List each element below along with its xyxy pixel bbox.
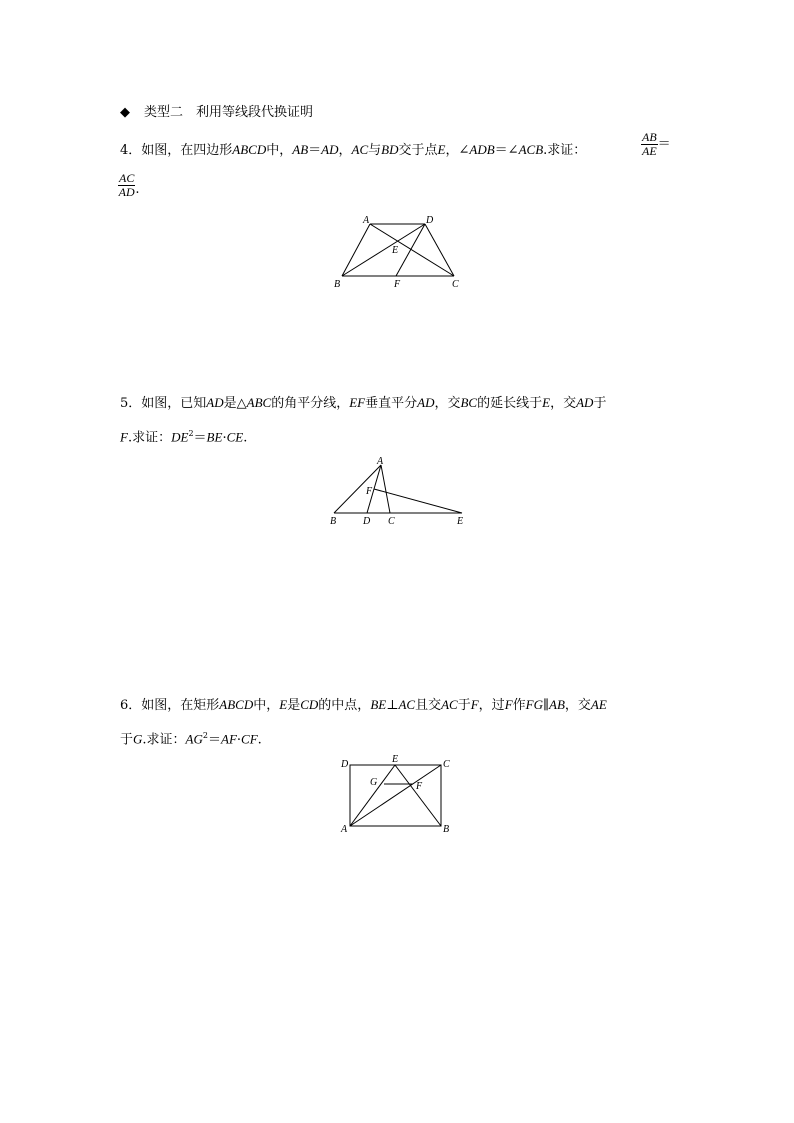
period: . [135,182,140,197]
var: E [437,142,446,157]
denominator: AE [642,144,657,158]
text: ，交 [434,396,461,411]
segment-df [396,224,425,276]
var: BE [206,429,223,445]
text: 作 [512,698,526,713]
text: ，过 [478,698,505,713]
var: ABCD [232,142,267,157]
text: 如图，在矩形 [141,698,220,713]
var: AD [417,395,435,410]
diamond-bullet-icon: ◆ [120,105,130,120]
text: ＝∠ [494,143,519,158]
text: ＝ [308,143,322,158]
var: AD [321,142,339,157]
superscript: 2 [188,429,194,438]
text: .求证： [127,430,172,446]
label-a: A [341,824,348,835]
text: · [222,430,227,446]
problem-6-line-1 [120,696,607,715]
text: ＝ [207,732,221,748]
label-e: E [457,516,464,527]
var: ACB [518,142,544,157]
equals-sign: ＝ [657,136,671,152]
var: BC [460,395,478,410]
section-heading [120,104,313,122]
problem-5-line-1 [120,394,606,413]
label-b: B [334,279,341,290]
var: FG [525,697,543,712]
label-e: E [392,754,399,765]
var: ABCD [219,697,254,712]
label-c: C [452,279,459,290]
label-g: G [370,777,378,788]
label-d: D [341,759,349,770]
text: 如图，在四边形 [141,143,233,158]
text: ∥ [543,698,550,713]
text: · [236,732,242,748]
text: ， [338,143,352,158]
segment-be [395,765,441,826]
text: 的角平分线， [271,396,350,411]
problem-4-line-1 [120,141,586,160]
label-d: D [426,215,434,226]
var: F [470,697,479,712]
text: 的中点， [318,698,371,713]
var: AB [549,697,565,712]
label-c: C [388,516,395,527]
var: CD [300,697,319,712]
denominator: AD [118,185,135,199]
label-f: F [394,279,401,290]
text: 于 [120,732,134,748]
text: 于 [457,698,471,713]
label-c: C [443,759,450,770]
text: 垂直平分 [365,396,418,411]
label-b: B [443,824,450,835]
problem-6-number: 6． [120,698,142,713]
var: F [504,697,513,712]
var: AC [398,697,416,712]
var: CF [241,731,258,747]
section-title: 类型二 利用等线段代换证明 [144,105,314,120]
var: DE [171,429,189,445]
var: E [279,697,288,712]
var: F [120,429,128,445]
var: AC [351,142,369,157]
var: E [542,395,551,410]
label-b: B [330,516,337,527]
label-e: E [392,245,399,256]
var: AC [441,697,458,712]
text: 中， [266,143,293,158]
text: . [257,732,262,748]
var: AB [292,142,309,157]
text: 是△ [223,396,247,411]
figure-6-rectangle [330,752,460,837]
segment-dc [425,224,454,276]
text: ，∠ [445,143,470,158]
fraction-ac-ad [118,172,139,199]
text: 交于点 [398,143,438,158]
var: AE [590,697,607,712]
var: EF [349,395,366,410]
numerator: AC [119,171,135,185]
var: ABC [246,395,272,410]
problem-6-line-2 [120,727,262,749]
text: 且交 [415,698,442,713]
text: . [243,430,248,446]
figure-4-trapezoid [320,210,480,295]
label-f: F [416,781,423,792]
segment-fe [374,489,462,513]
text: 如图，已知 [141,396,207,411]
text: 中， [253,698,280,713]
label-d: D [363,516,371,527]
var: G [133,731,143,747]
text: 与 [368,143,382,158]
numerator: AB [642,130,657,144]
text: 是 [287,698,301,713]
var: AG [185,731,203,747]
text: ，交 [550,396,577,411]
text: ⊥ [386,698,399,713]
segment-ac [381,465,390,513]
var: BE [370,697,387,712]
text: 于 [593,396,607,411]
superscript: 2 [202,731,208,740]
problem-5-number: 5． [120,396,142,411]
fraction-ab-ae [641,131,671,158]
var: ADB [469,142,495,157]
label-a: A [377,456,384,467]
segment-ac [350,765,441,826]
text: .求证： [543,143,587,158]
label-a: A [363,215,370,226]
var: AD [576,395,594,410]
text: ＝ [193,430,207,446]
var: AF [221,731,237,747]
text: ，交 [564,698,591,713]
label-f: F [366,486,373,497]
segment-ab [342,224,370,276]
problem-5-line-2 [120,425,247,447]
problem-4-number: 4． [120,143,142,158]
text: 的延长线于 [477,396,543,411]
var: CE [226,429,244,445]
figure-5-triangle [320,450,480,530]
var: BD [381,142,399,157]
var: AD [206,395,224,410]
segment-ae [350,765,395,826]
text: .求证： [142,732,186,748]
